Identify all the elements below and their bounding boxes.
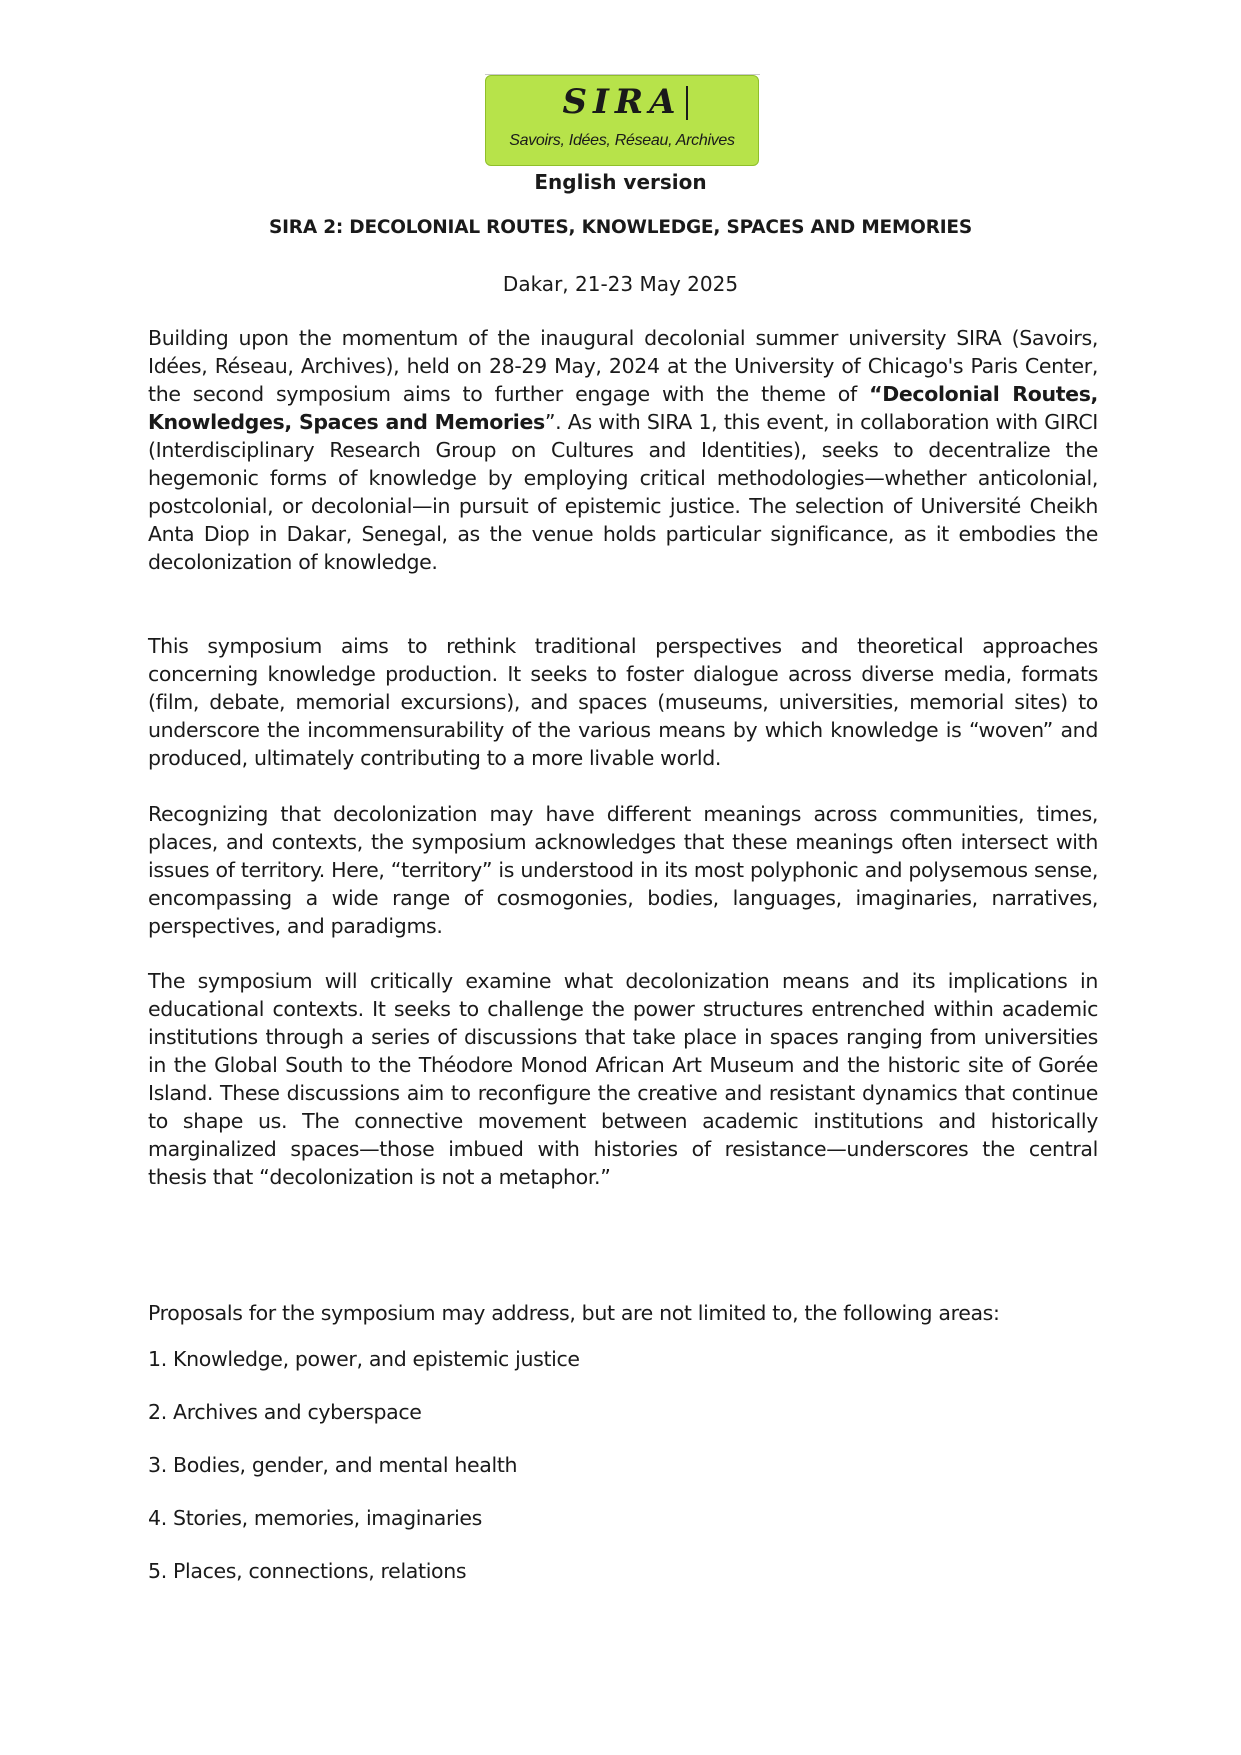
list-item: 3. Bodies, gender, and mental health bbox=[148, 1453, 518, 1477]
list-item: 4. Stories, memories, imaginaries bbox=[148, 1506, 483, 1530]
paragraph-examination: The symposium will critically examine what decolonization means and its implications in educational contexts. It seeks to challenge the power structures entrenched within academic institutions through a series of discussions that take place in spaces ranging from universities in the Global South to the Théodore Monod African Art Museum and the historic site of Gorée Island. These discussions aim to reconfigure the creative and resistant dynamics that continue to shape us. The connective movement between academic institutions and historically marginalized spaces—those imbued with histories of resistance—underscores the central thesis that “decolonization is not a metaphor.” bbox=[148, 969, 1098, 1189]
paragraph-intro-before: Building upon the momentum of the inaugural decolonial summer university SIRA (Savoirs, Idées, Réseau, Archives), held on 28-29 May, 2024 at the University of Chicago's Paris Center, the second symposium aims to further engage with the theme of bbox=[148, 326, 1098, 406]
paragraph-intro-theme: “Decolonial Routes, Knowledges, Spaces and Memories bbox=[148, 382, 1098, 434]
paragraph-intro-after: ”. As with SIRA 1, this event, in collaboration with GIRCI (Interdisciplinary Research Group on Cultures and Identities), seeks to decentralize the hegemonic forms of knowledge by employing critical methodologies—whether anticolonial, postcolonial, or decolonial—in pursuit of epistemic justice. The selection of Université Cheikh Anta Diop in Dakar, Senegal, as the venue holds particular significance, as it embodies the decolonization of knowledge. bbox=[148, 410, 1099, 574]
proposals-intro: Proposals for the symposium may address, but are not limited to, the following areas: bbox=[148, 1301, 1000, 1325]
topics-list bbox=[148, 1345, 580, 1610]
logo-title: SIRA bbox=[562, 82, 682, 122]
logo-text-cursor bbox=[686, 86, 688, 120]
paragraph-intro bbox=[148, 324, 1098, 576]
dateline: Dakar, 21-23 May 2025 bbox=[502, 272, 739, 296]
paragraph-territory: Recognizing that decolonization may have different meanings across communities, times, places, and contexts, the symposium acknowledges that these meanings often intersect with issues of territory. Here, “territory” is understood in its most polyphonic and polysemous sense, encompassing a wide range of cosmogonies, bodies, languages, imaginaries, narratives, perspectives, and paradigms. bbox=[148, 802, 1098, 938]
paragraph-aims: This symposium aims to rethink traditional perspectives and theoretical approaches concerning knowledge production. It seeks to foster dialogue across diverse media, formats (film, debate, memorial excursions), and spaces (museums, universities, memorial sites) to underscore the incommensurability of the various means by which knowledge is “woven” and produced, ultimately contributing to a more livable world. bbox=[148, 634, 1098, 770]
list-item: 5. Places, connections, relations bbox=[148, 1559, 467, 1583]
list-item: 2. Archives and cyberspace bbox=[148, 1400, 422, 1424]
document-title: SIRA 2: DECOLONIAL ROUTES, KNOWLEDGE, SPACES AND MEMORIES bbox=[268, 217, 972, 238]
list-item: 1. Knowledge, power, and epistemic justice bbox=[148, 1347, 580, 1371]
sira-logo bbox=[485, 75, 759, 166]
logo-subtitle: Savoirs, Idées, Réseau, Archives bbox=[509, 132, 735, 149]
version-label: English version bbox=[534, 170, 707, 194]
